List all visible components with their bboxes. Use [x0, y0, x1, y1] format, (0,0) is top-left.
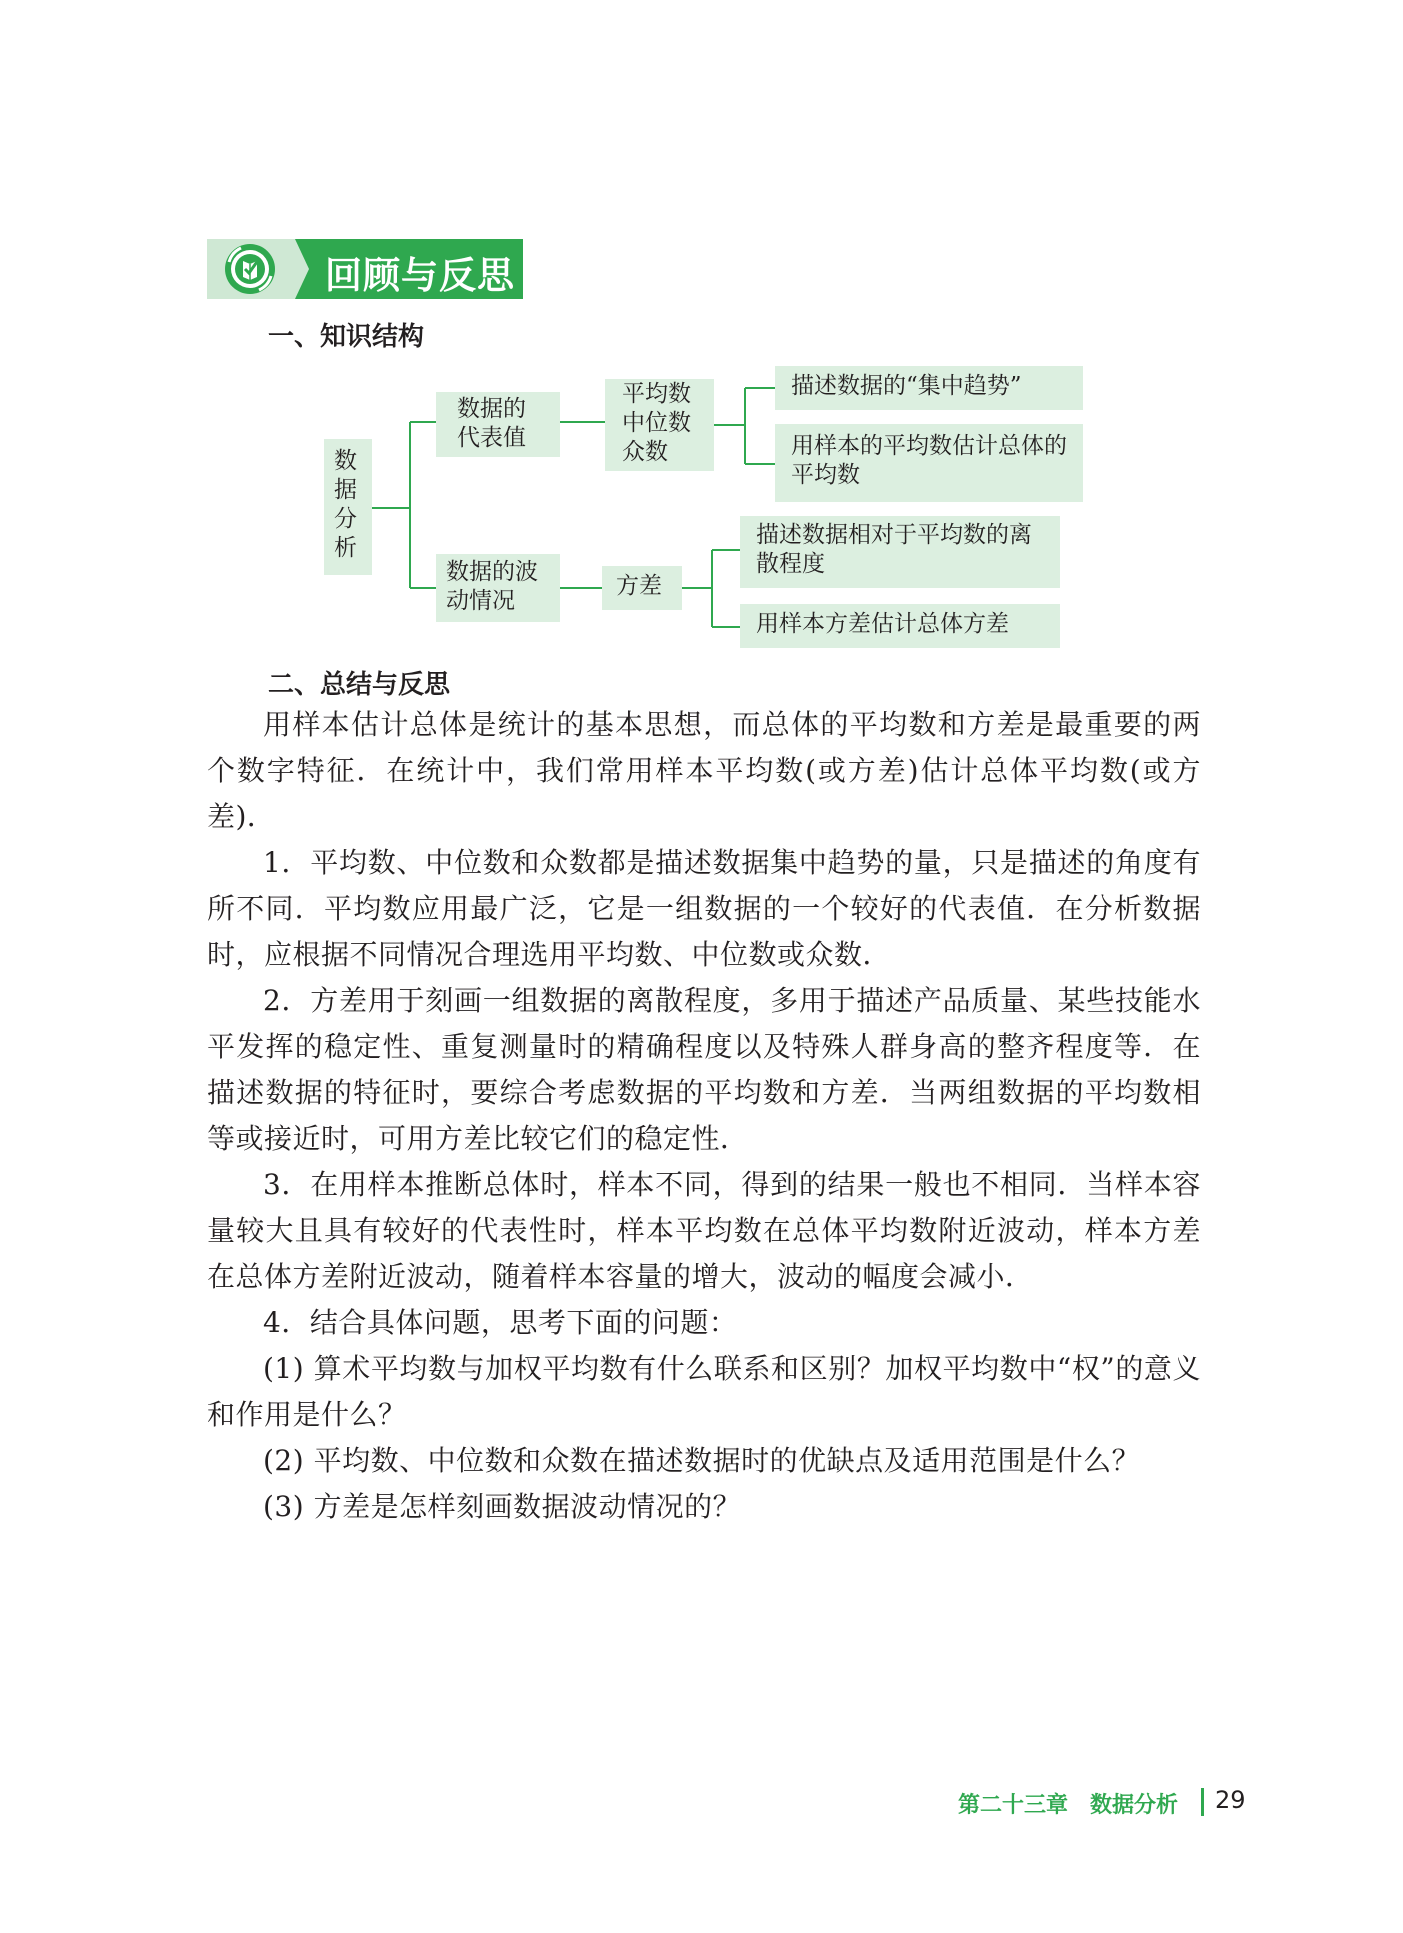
diagram-branch-fluctuation [436, 554, 560, 622]
paragraph-2: 2．方差用于刻画一组数据的离散程度，多用于描述产品质量、某些技能水平发挥的稳定性、重复测量时的精确程度以及特殊人群身高的整齐程度等．在描述数据的特征时，要综合考虑数据的平均数和方差．当两组数据的平均数相等或接近时，可用方差比较它们的稳定性． [207, 984, 1201, 1155]
diagram-branch-fluctuation-label: 数据的波动情况 [446, 559, 538, 614]
diagram-variance-node [602, 566, 682, 610]
diagram-measure-mean: 平均数 [622, 381, 691, 407]
diagram-measures-node [605, 379, 714, 471]
diagram-leaf-central-tendency [775, 366, 1083, 410]
footer-divider [1201, 1788, 1204, 1816]
diagram-leaf-dispersion [740, 516, 1060, 588]
paragraph-4: 4．结合具体问题，思考下面的问题： [263, 1306, 738, 1339]
question-2: (2) 平均数、中位数和众数在描述数据时的优缺点及适用范围是什么？ [263, 1444, 1141, 1477]
diagram-branch-representative-label: 数据的代表值 [457, 396, 526, 451]
question-3: (3) 方差是怎样刻画数据波动情况的？ [263, 1490, 742, 1523]
diagram-variance-label: 方差 [616, 573, 662, 599]
heading-knowledge-structure: 一、知识结构 [268, 322, 425, 352]
heading-summary: 二、总结与反思 [268, 670, 451, 700]
diagram-leaf-sample-mean-label: 用样本的平均数估计总体的平均数 [791, 433, 1067, 488]
paragraph-1: 1．平均数、中位数和众数都是描述数据集中趋势的量，只是描述的角度有所不同．平均数应用最广泛，它是一组数据的一个较好的代表值．在分析数据时，应根据不同情况合理选用平均数、中位数或众数． [207, 846, 1201, 971]
diagram-measure-mode: 众数 [622, 439, 668, 465]
section-title: 回顾与反思 [325, 254, 515, 297]
diagram-leaf-sample-variance-label: 用样本方差估计总体方差 [756, 611, 1009, 637]
diagram-leaf-sample-mean [775, 424, 1083, 502]
page-number: 29 [1215, 1786, 1246, 1814]
diagram-leaf-central-tendency-label: 描述数据的“集中趋势” [791, 373, 1022, 399]
diagram-root-node [324, 439, 372, 575]
diagram-leaf-dispersion-label: 描述数据相对于平均数的离散程度 [756, 522, 1032, 577]
diagram-leaf-sample-variance [740, 604, 1060, 648]
diagram-branch-representative [436, 392, 560, 457]
footer-chapter: 第二十三章 数据分析 [958, 1793, 1179, 1818]
diagram-measure-median: 中位数 [622, 410, 691, 436]
diagram-root-label: 数据分析 [334, 448, 357, 561]
diagram-connectors [0, 0, 1403, 700]
question-1: (1) 算术平均数与加权平均数有什么联系和区别？加权平均数中“权”的意义和作用是什么？ [207, 1352, 1201, 1431]
paragraph-intro: 用样本估计总体是统计的基本思想，而总体的平均数和方差是最重要的两个数字特征．在统计中，我们常用样本平均数(或方差)估计总体平均数(或方差)． [207, 708, 1201, 833]
paragraph-3: 3．在用样本推断总体时，样本不同，得到的结果一般也不相同．当样本容量较大且具有较好的代表性时，样本平均数在总体平均数附近波动，样本方差在总体方差附近波动，随着样本容量的增大，波动的幅度会减小． [207, 1168, 1201, 1293]
